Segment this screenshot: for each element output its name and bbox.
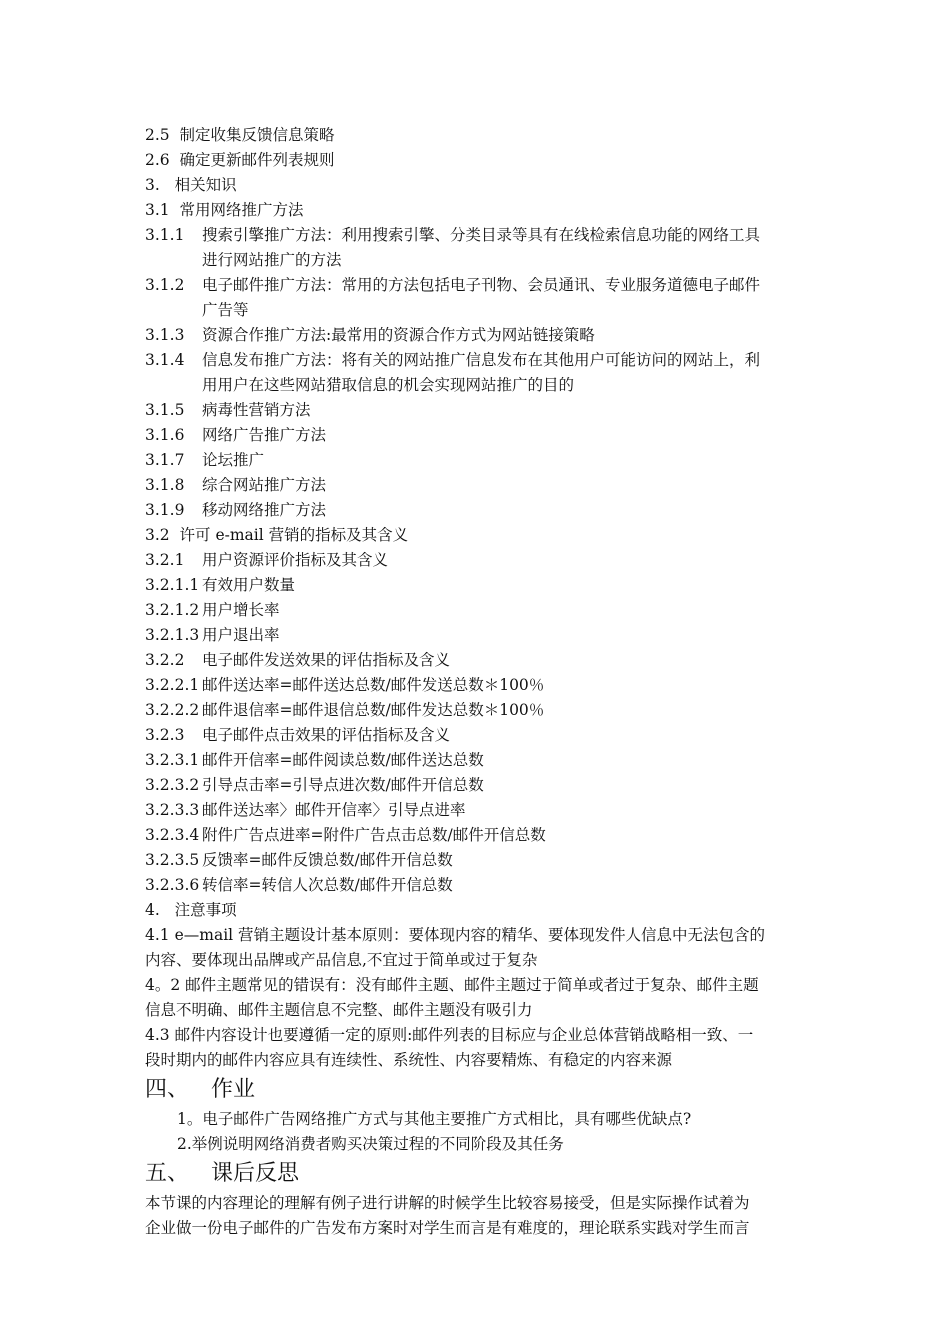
outline-item: 3.2.3.4 附件广告点进率=附件广告点击总数/邮件开信总数 — [145, 826, 546, 844]
outline-item: 2.5 制定收集反馈信息策略 — [145, 126, 335, 144]
outline-item: 3.2.3.2 引导点击率=引导点进次数/邮件开信总数 — [145, 776, 484, 794]
outline-text: 确定更新邮件列表规则 — [179, 151, 335, 169]
outline-item: 3.1.3 资源合作推广方法:最常用的资源合作方式为网站链接策略 — [145, 326, 595, 344]
outline-item: 3.1.8 综合网站推广方法 — [145, 476, 327, 494]
outline-item: 3.2.2.1 邮件送达率=邮件送达总数/邮件发送总数＊100％ — [145, 676, 545, 694]
paragraph: 本节课的内容理论的理解有例子进行讲解的时候学生比较容易接受，但是实际操作试着为 企业做一份电子邮件的广告发布方案时对学生而言是有难度的，理论联系实践对学生而言 — [145, 1194, 750, 1237]
outline-text: 相关知识 — [174, 176, 237, 194]
outline-item: 3.2.1.3 用户退出率 — [145, 626, 280, 644]
outline-item: 3.2.1.1 有效用户数量 — [145, 576, 296, 594]
outline-text: 注意事项 — [174, 901, 237, 919]
outline-text: 许可 e-mail 营销的指标及其含义 — [179, 526, 409, 544]
outline-text: 制定收集反馈信息策略 — [179, 126, 335, 144]
paragraph: 4.3 邮件内容设计也要遵循一定的原则:邮件列表的目标应与企业总体营销战略相一致、一 段时期内的邮件内容应具有连续性、系统性、内容要精炼、有稳定的内容来源 — [145, 1026, 754, 1069]
outline-text: 常用网络推广方法 — [179, 201, 304, 219]
paragraph: 4。2 邮件主题常见的错误有：没有邮件主题、邮件主题过于简单或者过于复杂、邮件主题 信息不明确、邮件主题信息不完整、邮件主题没有吸引力 — [145, 976, 759, 1019]
outline-item: 3.2 许可 e-mail 营销的指标及其含义 — [145, 526, 409, 544]
section-heading: 五、 课后反思 — [145, 1161, 300, 1186]
paragraph: 4.1 e—mail 营销主题设计基本原则：要体现内容的精华、要体现发件人信息中无法包含的 内容、要体现出品牌或产品信息,不宜过于简单或过于复杂 — [145, 926, 766, 969]
outline-item: 3.2.3.1 邮件开信率=邮件阅读总数/邮件送达总数 — [145, 751, 484, 769]
section-title: 作业 — [211, 1077, 256, 1102]
outline-item: 3.2.3 电子邮件点击效果的评估指标及含义 — [145, 726, 451, 744]
outline-heading: 4. 注意事项 — [145, 901, 237, 919]
outline-item: 3.1.1 搜索引擎推广方法：利用搜索引擎、分类目录等具有在线检索信息功能的网络工具 进行网站推广的方法 — [145, 226, 761, 269]
homework-item: 1。电子邮件广告网络推广方式与其他主要推广方式相比，具有哪些优缺点? — [177, 1110, 692, 1128]
outline-item: 3.2.3.5 反馈率=邮件反馈总数/邮件开信总数 — [145, 851, 453, 869]
outline-item: 2.6 确定更新邮件列表规则 — [145, 151, 335, 169]
homework-item: 2.举例说明网络消费者购买决策过程的不同阶段及其任务 — [177, 1135, 564, 1153]
outline-item: 3.2.2 电子邮件发送效果的评估指标及含义 — [145, 651, 451, 669]
outline-item: 3.1.6 网络广告推广方法 — [145, 426, 327, 444]
outline-item: 3.1 常用网络推广方法 — [145, 201, 304, 219]
outline-item: 3.2.2.2 邮件退信率=邮件退信总数/邮件发达总数＊100％ — [145, 701, 545, 719]
outline-item: 3.1.7 论坛推广 — [145, 451, 265, 469]
outline-item: 3.1.5 病毒性营销方法 — [145, 401, 311, 419]
outline-item: 3.2.1.2 用户增长率 — [145, 601, 280, 619]
outline-item: 3.1.4 信息发布推广方法：将有关的网站推广信息发布在其他用户可能访问的网站上，利 用用户在这些网站猎取信息的机会实现网站推广的目的 — [145, 351, 761, 394]
section-title: 课后反思 — [211, 1161, 300, 1186]
outline-item: 3.2.3.3 邮件送达率〉邮件开信率〉引导点进率 — [145, 801, 466, 819]
outline-item: 3.2.3.6 转信率=转信人次总数/邮件开信总数 — [145, 876, 453, 894]
outline-item: 3.1.2 电子邮件推广方法：常用的方法包括电子刊物、会员通讯、专业服务道德电子邮件 广告等 — [145, 276, 761, 319]
document-body — [145, 123, 807, 1241]
outline-heading: 3. 相关知识 — [145, 176, 237, 194]
outline-item: 3.2.1 用户资源评价指标及其含义 — [145, 551, 389, 569]
section-heading: 四、 作业 — [145, 1077, 256, 1102]
outline-item: 3.1.9 移动网络推广方法 — [145, 501, 327, 519]
